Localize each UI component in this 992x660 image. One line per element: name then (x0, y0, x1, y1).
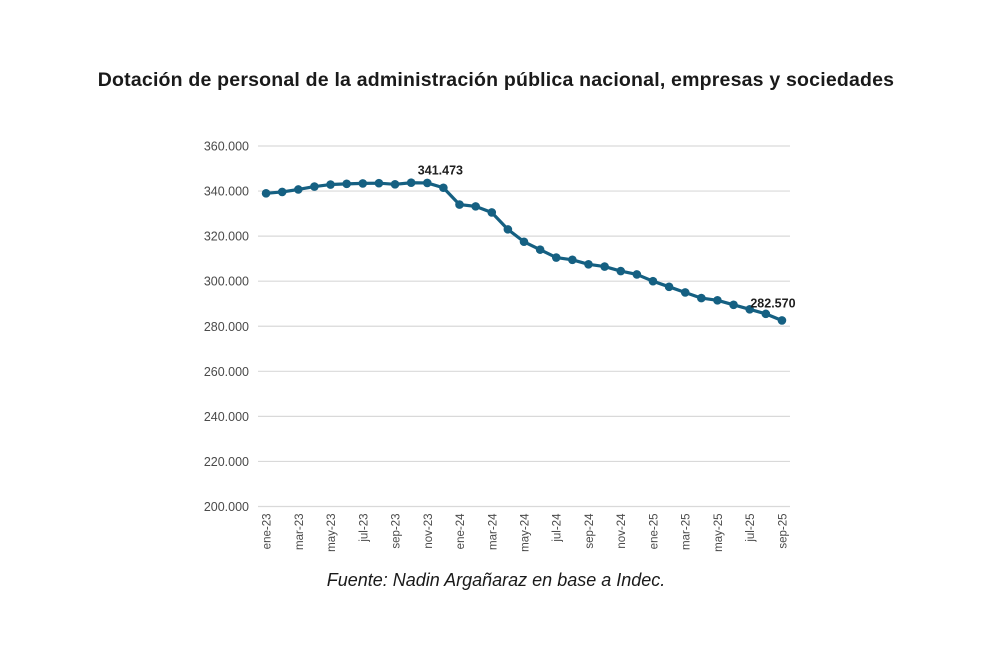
data-label: 341.473 (417, 163, 463, 178)
data-point (649, 277, 658, 286)
data-point (310, 182, 319, 191)
data-label: 282.570 (750, 296, 796, 311)
x-axis-tick-label: jul-23 (358, 513, 371, 542)
y-axis-tick-label: 220.000 (203, 454, 249, 469)
x-axis-tick-label: nov-23 (422, 513, 435, 549)
x-axis-tick-label: jul-25 (745, 513, 758, 542)
data-point (552, 253, 561, 262)
x-axis-tick-label: sep-23 (390, 513, 403, 549)
data-point (262, 189, 271, 198)
data-point (423, 179, 432, 188)
y-axis-tick-label: 280.000 (203, 319, 249, 334)
data-point (439, 183, 448, 192)
data-point (391, 180, 400, 189)
data-point (616, 267, 625, 276)
data-point (294, 185, 303, 194)
x-axis-tick-label: sep-25 (777, 513, 790, 549)
data-point (762, 310, 771, 319)
chart-source: Fuente: Nadin Argañaraz en base a Indec. (326, 570, 666, 590)
data-point (342, 180, 351, 189)
y-axis-tick-label: 300.000 (203, 274, 249, 289)
chart-title: Dotación de personal de la administración pública nacional, empresas y sociedades (97, 69, 895, 91)
data-point (713, 296, 722, 305)
data-point (697, 294, 706, 303)
data-point (278, 188, 287, 197)
data-point (600, 262, 609, 271)
data-point (681, 288, 690, 297)
data-point (504, 225, 513, 234)
x-axis-tick-label: mar-23 (293, 513, 306, 550)
data-point (536, 245, 545, 254)
y-axis-tick-label: 360.000 (203, 139, 249, 154)
y-axis-tick-label: 240.000 (203, 409, 249, 424)
x-axis-tick-label: may-24 (519, 513, 532, 552)
x-axis-tick-label: nov-24 (616, 513, 629, 549)
x-axis-tick-label: ene-23 (261, 513, 274, 550)
data-point (778, 316, 787, 325)
data-point (471, 202, 480, 211)
data-point (358, 179, 367, 188)
data-point (487, 208, 496, 217)
x-axis-tick-label: sep-24 (583, 513, 596, 549)
data-point (520, 237, 529, 246)
x-axis-tick-label: ene-25 (648, 513, 661, 550)
y-axis-tick-label: 200.000 (203, 500, 249, 514)
x-axis-tick-label: jul-24 (551, 513, 564, 542)
data-point (584, 260, 593, 269)
data-point (407, 178, 416, 187)
x-axis-tick-label: mar-24 (487, 513, 500, 550)
x-axis-tick-label: mar-25 (680, 513, 693, 550)
x-axis-tick-label: ene-24 (455, 513, 468, 550)
data-point (633, 270, 642, 279)
data-point (568, 255, 577, 264)
data-point (729, 301, 738, 310)
data-point (665, 283, 674, 292)
y-axis-tick-label: 320.000 (203, 229, 249, 244)
data-point (326, 180, 335, 189)
x-axis-tick-label: may-25 (712, 513, 725, 552)
y-axis-tick-label: 260.000 (203, 364, 249, 379)
x-axis-tick-label: may-23 (326, 513, 339, 552)
y-axis-tick-label: 340.000 (203, 184, 249, 199)
data-point (375, 179, 384, 188)
data-point (455, 200, 464, 209)
